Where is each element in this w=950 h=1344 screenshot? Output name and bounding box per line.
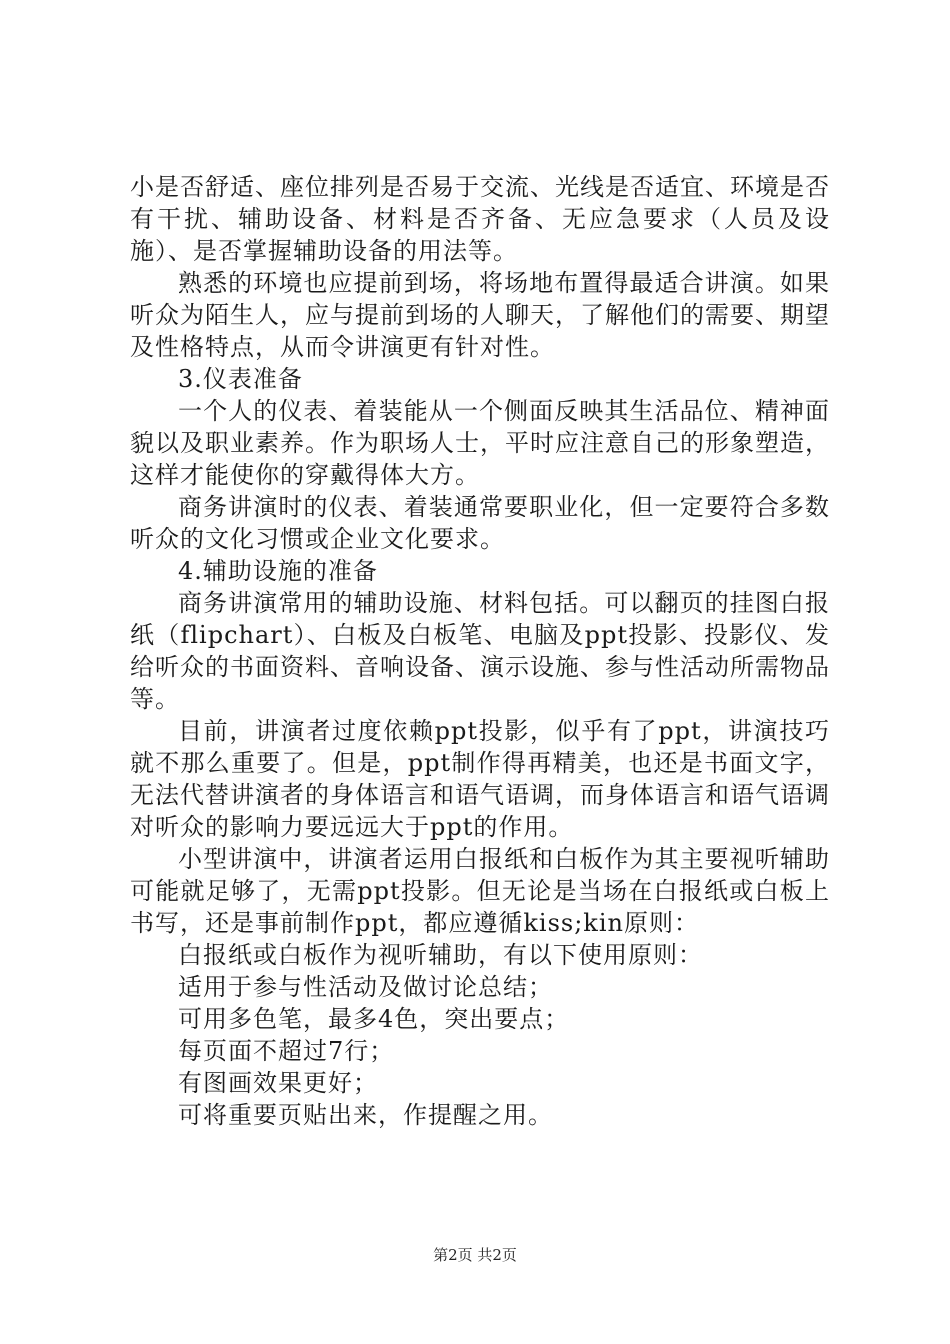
paragraph-venue-check: 小是否舒适、座位排列是否易于交流、光线是否适宜、环境是否有干扰、辅助设备、材料是否齐备、无应急要求（人员及设施）、是否掌握辅助设备的用法等。 (130, 173, 830, 265)
list-item-participation: 适用于参与性活动及做讨论总结； (178, 973, 553, 1001)
paragraph-usage-principles: 白报纸或白板作为视听辅助，有以下使用原则： (178, 941, 703, 969)
document-body (130, 171, 830, 1131)
paragraph-small-speech: 小型讲演中，讲演者运用白报纸和白板作为其主要视听辅助可能就足够了，无需ppt投影。但无论是当场在白报纸或白板上书写，还是事前制作ppt，都应遵循kiss;kin原则： (130, 845, 830, 937)
paragraph-appearance-business: 商务讲演时的仪表、着装通常要职业化，但一定要符合多数听众的文化习惯或企业文化要求。 (130, 493, 830, 553)
list-item-post-pages: 可将重要页贴出来，作提醒之用。 (178, 1101, 553, 1129)
paragraph-appearance-intro: 一个人的仪表、着装能从一个侧面反映其生活品位、精神面貌以及职业素养。作为职场人士，平时应注意自己的形象塑造，这样才能使你的穿戴得体大方。 (130, 397, 830, 489)
list-item-lines: 每页面不超过7行； (178, 1037, 395, 1065)
page-number-footer: 第2页 共2页 (433, 1246, 517, 1264)
section-heading-aids: 4.辅助设施的准备 (178, 557, 378, 585)
paragraph-familiar-environment: 熟悉的环境也应提前到场，将场地布置得最适合讲演。如果听众为陌生人，应与提前到场的人聊天，了解他们的需要、期望及性格特点，从而令讲演更有针对性。 (130, 269, 830, 361)
list-item-colors: 可用多色笔，最多4色，突出要点； (178, 1005, 570, 1033)
list-item-pictures: 有图画效果更好； (178, 1069, 378, 1097)
section-heading-appearance: 3.仪表准备 (178, 365, 303, 393)
paragraph-ppt-reliance: 目前，讲演者过度依赖ppt投影，似乎有了ppt，讲演技巧就不那么重要了。但是，ppt制作得再精美，也还是书面文字，无法代替讲演者的身体语言和语气语调，而身体语言和语气语调对听众的影响力要远远大于ppt的作用。 (130, 717, 830, 841)
paragraph-aids-list: 商务讲演常用的辅助设施、材料包括。可以翻页的挂图白报纸（flipchart）、白板及白板笔、电脑及ppt投影、投影仪、发给听众的书面资料、音响设备、演示设施、参与性活动所需物品等。 (130, 589, 830, 713)
